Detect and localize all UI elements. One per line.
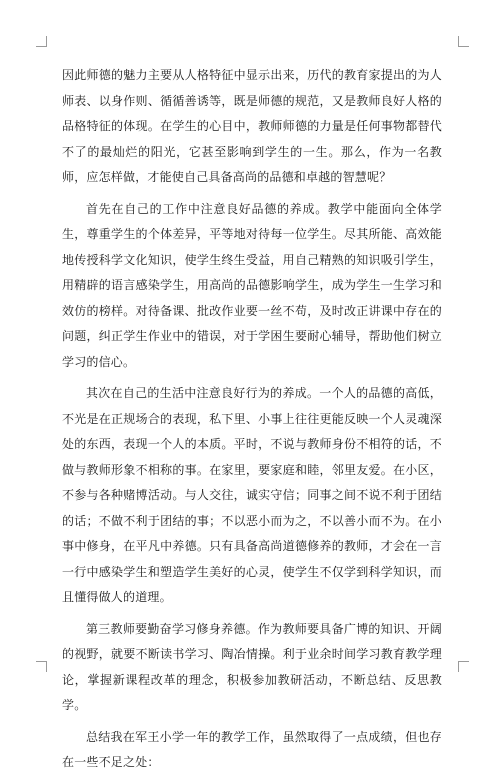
page-corner-mark-top-right — [458, 36, 469, 47]
paragraph: 第三教师要勤奋学习修身养德。作为教师要具备广博的知识、开阔的视野，就要不断读书学习、陶冶情操。利于业余时间学习教育教学理论，掌握新课程改革的理念，积极参加教研活动，不断总结、反思教学。 — [62, 621, 442, 712]
paragraph: 总结我在军王小学一年的教学工作，虽然取得了一点成绩，但也存在一些不足之处： — [62, 729, 442, 769]
paragraph: 其次在自己的生活中注意良好行为的养成。一个人的品德的高低，不光是在正规场合的表现，私下里、小事上往往更能反映一个人灵魂深处的东西，表现一个人的本质。平时，不说与教师身份不相符的话，不做与教师形象不相称的事。在家里，要家庭和睦，邻里友爱。在小区，不参与各种赌博活动。与人交往，诚实守信；同事之间不说不利于团结的话；不做不利于团结的事；不以恶小而为之，不以善小而不为。在小事中修身，在平凡中养德。只有具备高尚道德修养的教师，才会在一言一行中感染学生和塑造学生美好的心灵，使学生不仅学到科学知识，而且懂得做人的道理。 — [62, 386, 442, 604]
page-corner-mark-bottom-left — [36, 661, 47, 672]
document-body — [62, 63, 442, 782]
paragraph: 首先在自己的工作中注意良好品德的养成。教学中能面向全体学生，尊重学生的个体差异，平等地对待每一位学生。尽其所能、高效能地传授科学文化知识，使学生终生受益，用自己精熟的知识吸引学生，用精辟的语言感染学生，用高尚的品德影响学生，成为学生一生学习和效仿的榜样。对待备课、批改作业要一丝不苟，及时改正讲课中存在的问题，纠正学生作业中的错误，对于学困生要耐心辅导，帮助他们树立学习的信心。 — [62, 201, 442, 369]
paragraph: 因此师德的魅力主要从人格特征中显示出来，历代的教育家提出的为人师表、以身作则、循循善诱等，既是师德的规范，又是教师良好人格的品格特征的体现。在学生的心目中，教师师德的力量是任何事物都替代不了的最灿烂的阳光，它甚至影响到学生的一生。那么，作为一名教师，应怎样做，才能使自己具备高尚的品德和卓越的智慧呢？ — [62, 68, 442, 184]
page-corner-mark-top-left — [36, 36, 47, 47]
page-corner-mark-bottom-right — [458, 661, 469, 672]
